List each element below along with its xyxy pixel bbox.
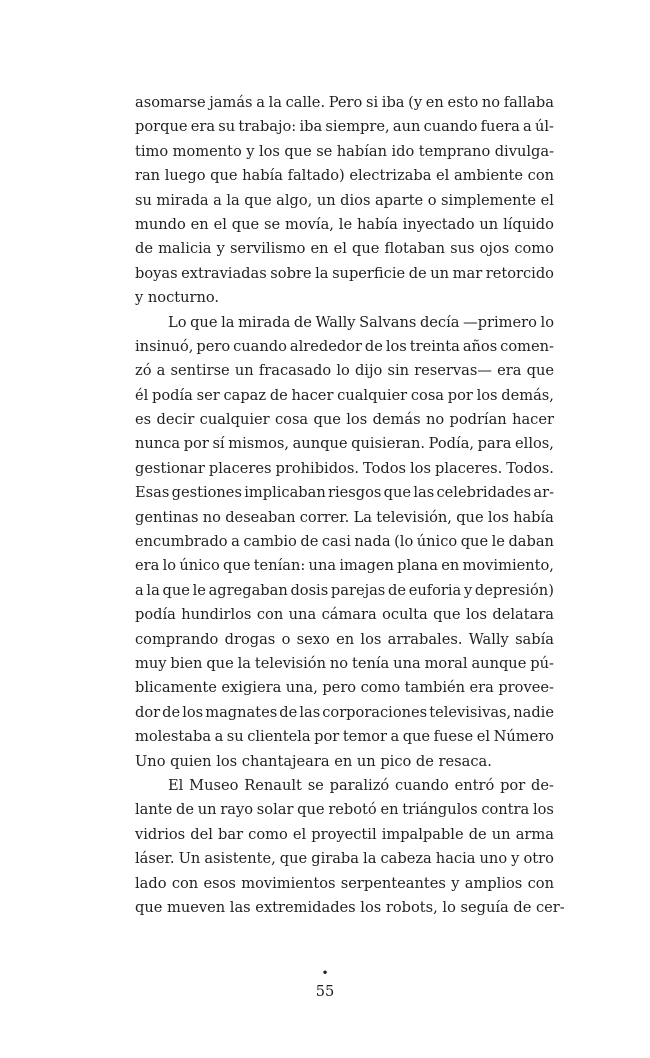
text-line: ran luego que había faltado) electrizaba el ambiente con (135, 167, 554, 185)
text-line: blicamente exigiera una, pero como también era provee- (135, 679, 554, 697)
footer-bullet: • (321, 966, 329, 980)
text-line: zó a sentirse un fracasado lo dijo sin reservas— era que (135, 362, 554, 380)
page-number: 55 (315, 983, 335, 1000)
text-line: de malicia y servilismo en el que flotaban sus ojos como (135, 240, 554, 258)
text-line: dor de los magnates de las corporaciones televisivas, nadie (135, 703, 554, 721)
text-line: y nocturno. (135, 289, 220, 307)
text-line: timo momento y los que se habían ido temprano divulga- (135, 142, 554, 160)
text-line: lado con esos movimientos serpenteantes y amplios con (135, 874, 554, 892)
text-line: asomarse jamás a la calle. Pero si iba (y en esto no fallaba (135, 94, 554, 111)
text-line: nunca por sí mismos, aunque quisieran. Podía, para ellos, (135, 435, 554, 453)
paragraph (135, 774, 565, 920)
text-line: a la que le agregaban dosis parejas de euforia y depresión) (135, 581, 554, 599)
text-line: molestaba a su clientela por temor a que fuese el Número (135, 728, 554, 746)
text-line: porque era su trabajo: iba siempre, aun cuando fuera a úl- (135, 118, 554, 136)
text-line: láser. Un asistente, que giraba la cabeza hacia uno y otro (135, 850, 554, 868)
text-line: podía hundirlos con una cámara oculta que los delatara (135, 606, 554, 624)
body-text (135, 91, 565, 920)
text-line: lante de un rayo solar que rebotó en triángulos contra los (135, 801, 554, 819)
text-line: boyas extraviadas sobre la superficie de un mar retorcido (135, 264, 554, 282)
text-line: Uno quien los chantajeara en un pico de resaca. (135, 752, 492, 770)
text-line: su mirada a la que algo, un dios aparte o simplemente el (135, 191, 554, 209)
text-line: El Museo Renault se paralizó cuando entró por de- (168, 776, 554, 794)
text-line: Lo que la mirada de Wally Salvans decía —primero lo (168, 313, 554, 331)
text-line: encumbrado a cambio de casi nada (lo único que le daban (135, 533, 554, 551)
text-line: comprando drogas o sexo en los arrabales. Wally sabía (135, 630, 554, 648)
text-line: insinuó, pero cuando alrededor de los treinta años comen- (135, 337, 554, 355)
text-line: era lo único que tenían: una imagen plana en movimiento, (135, 557, 554, 575)
text-line: Esas gestiones implicaban riesgos que las celebridades ar- (135, 484, 554, 502)
paragraph (135, 311, 554, 774)
text-line: es decir cualquier cosa que los demás no podrían hacer (135, 411, 554, 429)
text-line: gestionar placeres prohibidos. Todos los placeres. Todos. (135, 459, 554, 477)
text-line: que mueven las extremidades los robots, lo seguía de cer- (135, 898, 565, 916)
text-line: vidrios del bar como el proyectil impalpable de un arma (135, 825, 554, 843)
text-line: muy bien que la televisión no tenía una moral aunque pú- (135, 654, 554, 672)
text-line: gentinas no deseaban correr. La televisión, que los había (135, 508, 554, 526)
text-line: mundo en el que se movía, le había inyectado un líquido (135, 215, 554, 233)
paragraph (135, 91, 554, 311)
text-line: él podía ser capaz de hacer cualquier cosa por los demás, (135, 386, 554, 404)
